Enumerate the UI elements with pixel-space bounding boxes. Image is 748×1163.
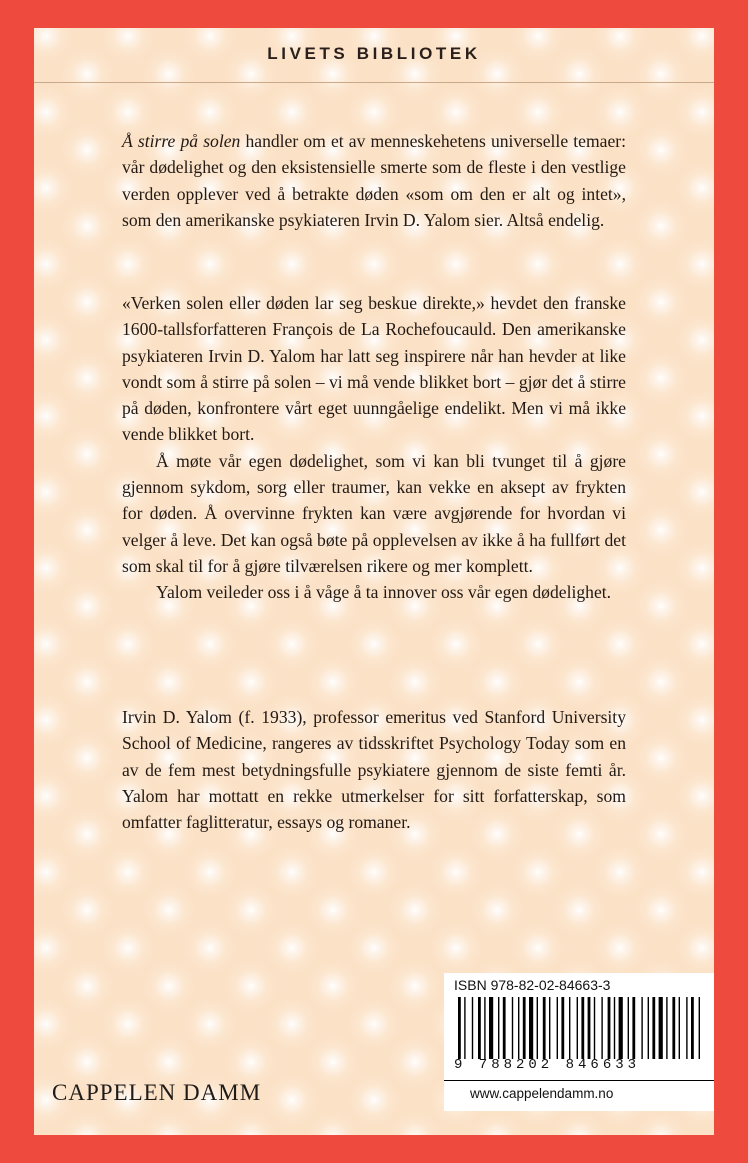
- author-bio: Irvin D. Yalom (f. 1933), professor emeritus ved Stanford University School of Medicine, rangeres av tidsskriftet Psychology Today som en av de fem mest betydningsfulle psykiatere gjennom de siste femti år. Yalom har mottatt en rekke utmerkelser for sitt forfatterskap, som omfatter faglitteratur, essays og romaner.: [122, 707, 626, 833]
- intro-text: handler om et av menneskehetens universelle temaer: vår dødelighet og den eksistensielle smerte som de fleste i den vestlige verden opplever ved å betrakte døden «som om den er alt og intet», som den amerikanske psykiateren Irvin D. Yalom sier. Altså endelig.: [122, 131, 626, 230]
- barcode-panel: [444, 973, 714, 1081]
- description-paragraph: «Verken solen eller døden lar seg beskue direkte,» hevdet den franske 1600-tallsforfatteren François de La Rochefoucauld. Den amerikanske psykiateren Irvin D. Yalom har latt seg inspirere når han hevder at like vondt som å stirre på solen – vi må vende blikket bort – gjør det å stirre på døden, konfrontere vårt eget uunngåelige endelikt. Men vi må ikke vende blikket bort.: [122, 293, 626, 445]
- intro-block: [122, 128, 626, 233]
- barcode-digits: 9 788202 846633: [454, 1057, 641, 1073]
- intro-paragraph: [122, 128, 626, 233]
- publisher-url: www.cappelendamm.no: [470, 1086, 614, 1101]
- header-divider: [34, 82, 714, 83]
- description-paragraph: Å møte vår egen dødelighet, som vi kan bli tvunget til å gjøre gjennom sykdom, sorg eller traumer, kan vekke en aksept av frykten for døden. Å overvinne frykten kan være avgjørende for hvordan vi velger å leve. Det kan også bøte på opplevelsen av ikke å ha fullført det som skal til for å gjøre tilværelsen rikere og mer komplett.: [122, 450, 626, 576]
- url-panel: [444, 1080, 714, 1111]
- isbn-label: ISBN 978-82-02-84663-3: [454, 977, 611, 993]
- description-paragraph: Yalom veileder oss i å våge å ta innover oss vår egen dødelighet.: [156, 582, 612, 603]
- book-title-italic: Å stirre på solen: [122, 131, 241, 151]
- back-cover: [34, 28, 714, 1135]
- barcode-icon: [454, 997, 704, 1059]
- author-bio-block: [122, 704, 626, 835]
- series-title: LIVETS BIBLIOTEK: [267, 44, 481, 63]
- publisher-logo: CAPPELEN DAMM: [52, 1080, 262, 1105]
- description-block: [122, 290, 626, 606]
